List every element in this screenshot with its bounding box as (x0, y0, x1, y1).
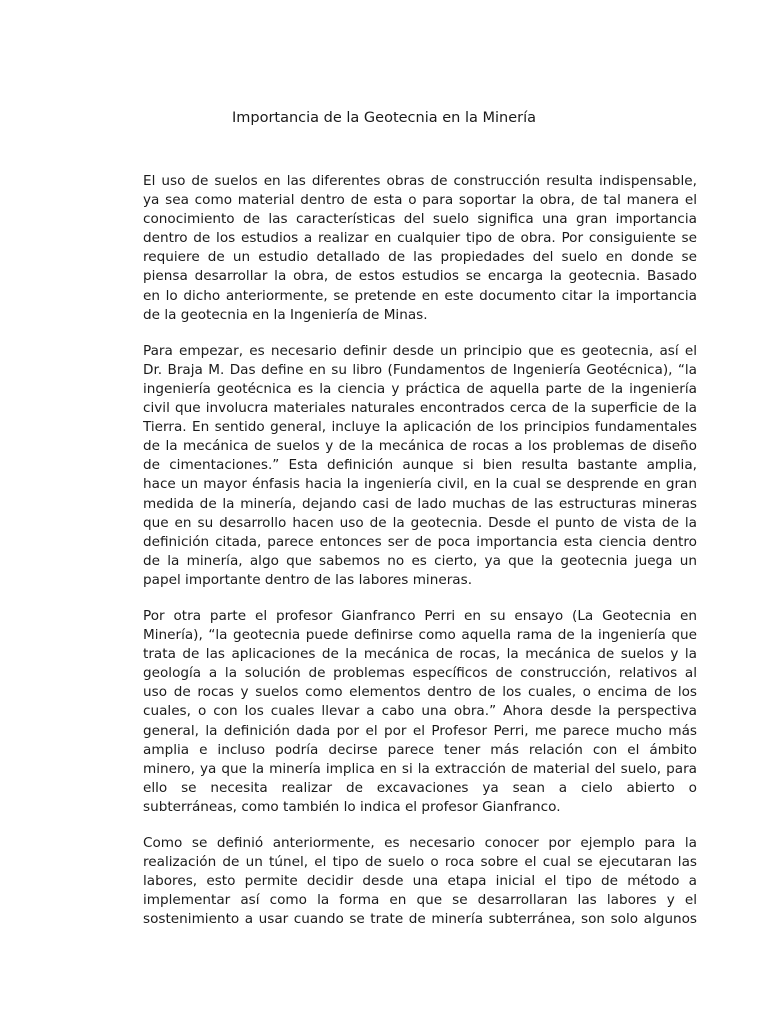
text-line: dentro de los estudios a realizar en cualquier tipo de obra. Por consiguiente se (143, 230, 697, 247)
text-line: piensa desarrollar la obra, de estos estudios se encarga la geotecnia. Basado (143, 268, 697, 285)
text-line: en lo dicho anteriormente, se pretende en este documento citar la importancia (143, 287, 697, 304)
paragraph-1 (143, 172, 697, 325)
text-line: subterráneas, como también lo indica el profesor Gianfranco. (143, 798, 561, 815)
text-line: sostenimiento a usar cuando se trate de minería subterránea, son solo algunos (143, 911, 697, 928)
text-line: general, la definición dada por el por el Profesor Perri, me parece mucho más (143, 722, 697, 739)
text-line: medida de la minería, dejando casi de lado muchas de las estructuras mineras (143, 495, 697, 512)
text-line: geología a la solución de problemas específicos de construcción, relativos al (143, 665, 697, 682)
text-line: requiere de un estudio detallado de las propiedades del suelo en donde se (143, 249, 697, 266)
text-line: El uso de suelos en las diferentes obras de construcción resulta indispensable, (143, 173, 697, 189)
text-line: definición citada, parece entonces ser de poca importancia esta ciencia dentro (143, 533, 697, 550)
document-body (143, 172, 697, 946)
text-line: ello se necesita realizar de excavaciones ya sean a cielo abierto o (143, 779, 697, 796)
text-line: amplia e incluso podría decirse parece tener más relación con el ámbito (143, 741, 697, 758)
text-line: implementar así como la forma en que se desarrollaran las labores y el (143, 892, 697, 909)
paragraph-2 (143, 342, 697, 590)
text-line: de la mecánica de suelos y de la mecánica de rocas a los problemas de diseño (143, 438, 697, 455)
text-line: Minería), “la geotecnia puede definirse como aquella rama de la ingeniería que (143, 627, 697, 644)
text-line: uso de rocas y suelos como elementos dentro de los cuales, o encima de los (143, 684, 697, 701)
text-line: de la minería, algo que sabemos no es cierto, ya que la geotecnia juega un (143, 552, 697, 569)
text-line: Para empezar, es necesario definir desde un principio que es geotecnia, así el (143, 342, 697, 359)
text-line: hace un mayor énfasis hacia la ingeniería civil, en la cual se desprende en gran (143, 476, 697, 493)
text-line: labores, esto permite decidir desde una etapa inicial el tipo de método a (143, 873, 697, 890)
text-line: cuales, o con los cuales llevar a cabo una obra.” Ahora desde la perspectiva (143, 703, 697, 720)
text-line: trata de las aplicaciones de la mecánica de rocas, la mecánica de suelos y la (143, 646, 697, 663)
text-line: ingeniería geotécnica es la ciencia y práctica de aquella parte de la ingeniería (143, 380, 697, 397)
document-title: Importancia de la Geotecnia en la Minería (231, 110, 537, 126)
text-line: de la geotecnia en la Ingeniería de Minas. (143, 306, 428, 323)
paragraph-4 (143, 834, 697, 929)
text-line: papel importante dentro de las labores mineras. (143, 571, 473, 588)
text-line: Por otra parte el profesor Gianfranco Perri en su ensayo (La Geotecnia en (143, 607, 697, 624)
text-line: conocimiento de las características del suelo significa una gran importancia (143, 211, 697, 228)
paragraph-3 (143, 607, 697, 817)
text-line: civil que involucra materiales naturales encontrados cerca de la superficie de la (143, 400, 697, 417)
text-line: ya sea como material dentro de esta o para soportar la obra, de tal manera el (143, 192, 697, 209)
text-line: de cimentaciones.” Esta definición aunque si bien resulta bastante amplia, (143, 457, 697, 474)
text-line: Dr. Braja M. Das define en su libro (Fundamentos de Ingeniería Geotécnica), “la (143, 361, 697, 378)
text-line: minero, ya que la minería implica en si la extracción de material del suelo, para (143, 760, 697, 777)
text-line: Como se definió anteriormente, es necesario conocer por ejemplo para la (143, 835, 697, 851)
text-line: que en su desarrollo hacen uso de la geotecnia. Desde el punto de vista de la (143, 514, 697, 531)
text-line: Tierra. En sentido general, incluye la aplicación de los principios fundamentales (143, 419, 697, 436)
text-line: realización de un túnel, el tipo de suelo o roca sobre el cual se ejecutaran las (143, 854, 697, 871)
